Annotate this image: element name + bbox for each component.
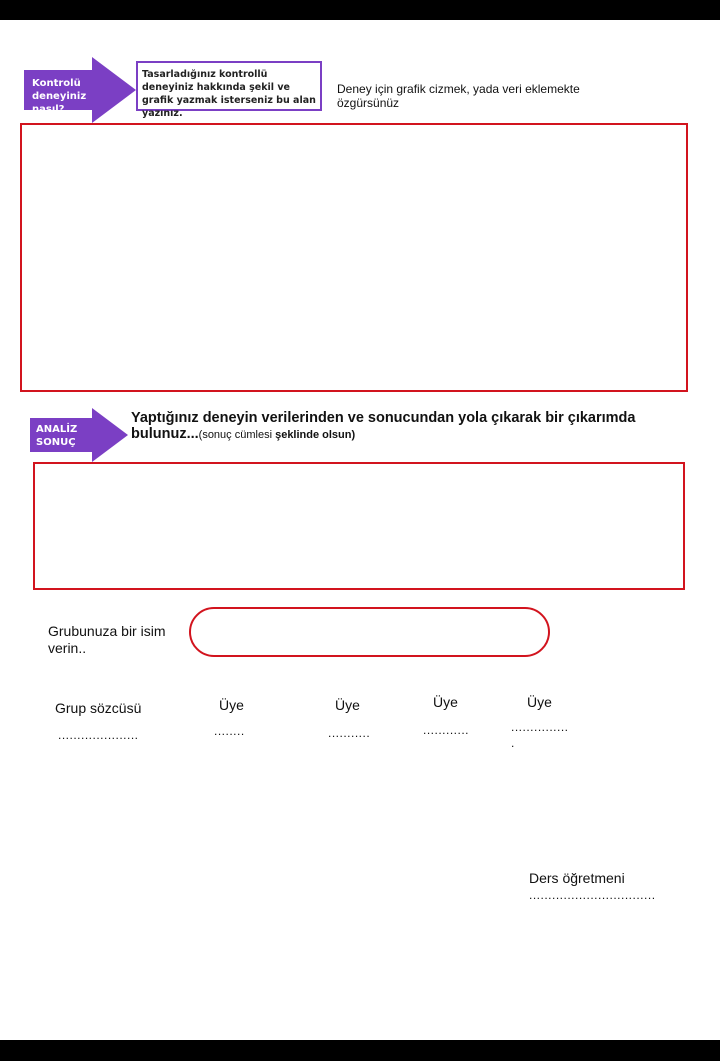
teacher-label: Ders öğretmeni xyxy=(529,870,625,886)
member-4-label: Üye xyxy=(527,694,552,710)
member-1-dots[interactable]: ........ xyxy=(214,724,245,738)
analysis-prompt-small: (sonuç cümlesi xyxy=(198,429,276,441)
group-name-field[interactable] xyxy=(189,607,550,657)
analysis-prompt xyxy=(131,410,691,443)
group-name-label: Grubunuza bir isim verin.. xyxy=(48,623,166,656)
analysis-answer-area[interactable] xyxy=(33,462,685,590)
spokesperson-dots[interactable]: ..................... xyxy=(58,728,139,742)
member-3-label: Üye xyxy=(433,694,458,710)
kontrol-arrow-label: Kontrolü deneyiniz nasıl? xyxy=(32,78,87,115)
analysis-prompt-bold: Yaptığınız deneyin verilerinden ve sonucundan yola çıkarak bir çıkarımda bulunuz... xyxy=(131,410,636,442)
top-black-bar xyxy=(0,0,720,20)
experiment-hint: Deney için grafik cizmek, yada veri eklemekte özgürsünüz xyxy=(337,82,580,110)
member-2-dots[interactable]: ........... xyxy=(328,726,371,740)
member-4-extra-dot: . xyxy=(511,736,515,750)
member-2-label: Üye xyxy=(335,697,360,713)
member-1-label: Üye xyxy=(219,697,244,713)
experiment-drawing-area[interactable] xyxy=(20,123,688,392)
analiz-arrow-label: ANALİZ SONUÇ xyxy=(36,424,78,448)
member-4-dots[interactable]: ............... xyxy=(511,720,569,734)
bottom-black-bar xyxy=(0,1040,720,1061)
spokesperson-label: Grup sözcüsü xyxy=(55,700,142,716)
experiment-note-box: Tasarladığınız kontrollü deneyiniz hakkında şekil ve grafik yazmak isterseniz bu alan yazınız. xyxy=(136,61,322,111)
analysis-prompt-small-bold: şeklinde olsun) xyxy=(275,429,356,441)
teacher-dots[interactable]: ................................. xyxy=(529,888,656,902)
member-3-dots[interactable]: ............ xyxy=(423,723,470,737)
